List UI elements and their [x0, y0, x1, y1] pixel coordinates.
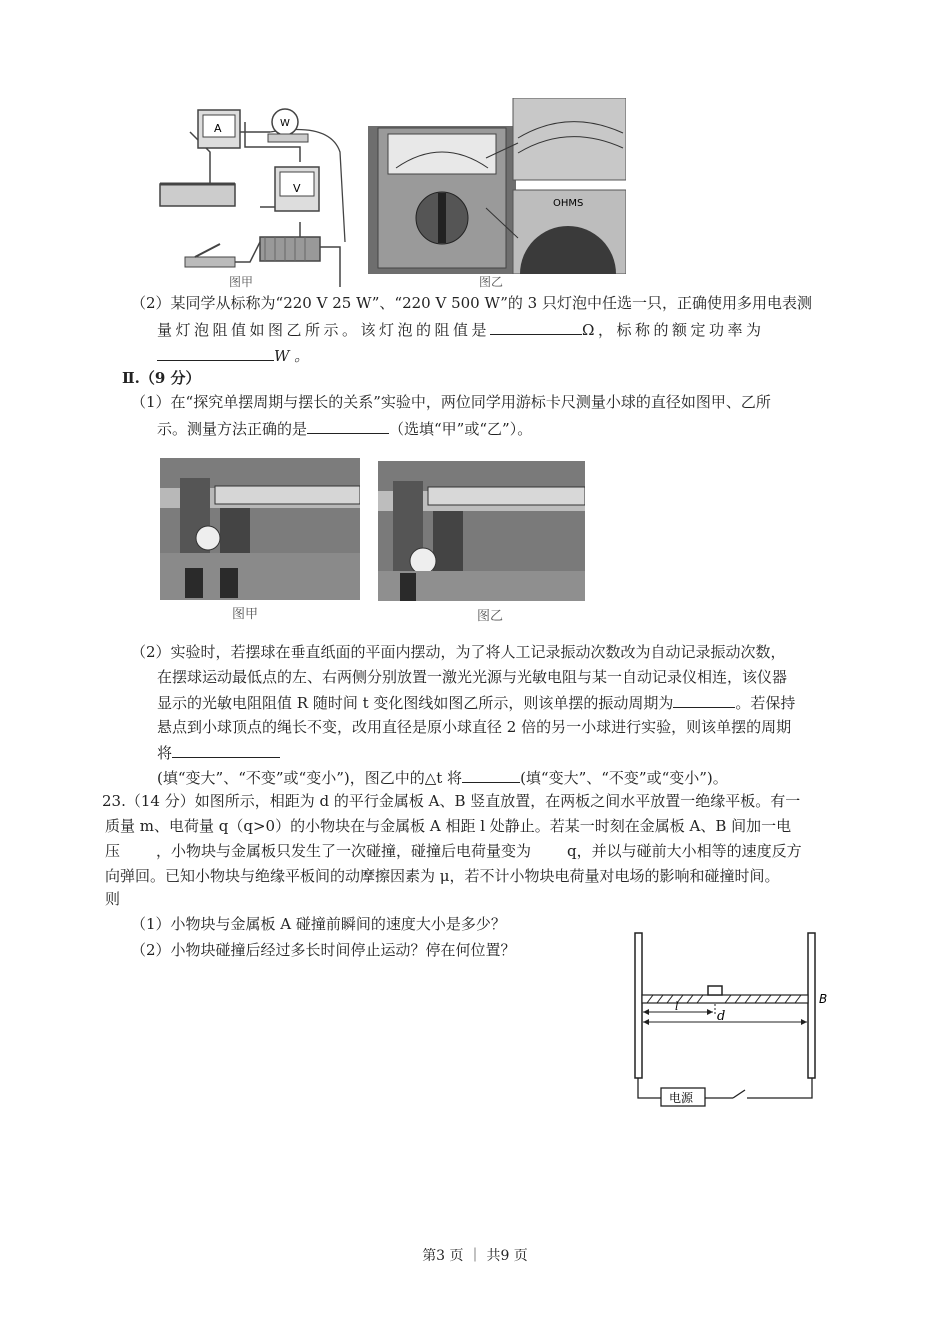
- label-d: d: [717, 1009, 726, 1024]
- q23-line4: 向弹回。已知小物块与绝缘平板间的动摩擦因素为 μ，若不计小物块电荷量对电场的影响和碰撞时间。: [105, 867, 780, 885]
- method-answer-blank[interactable]: [307, 418, 389, 434]
- pendulum-q1-line2b: （选填“甲”或“乙”）。: [389, 420, 533, 438]
- circuit-figure: [150, 92, 360, 287]
- period-change-answer-blank[interactable]: [172, 742, 280, 758]
- pendulum-q2-line2: 在摆球运动最低点的左、右两侧分别放置一激光光源与光敏电阻与某一自动记录仪相连，该仪器: [157, 668, 788, 686]
- ohms-label: OHMS: [553, 198, 584, 209]
- multimeter-image: [368, 98, 626, 274]
- power-source-label: 电源: [669, 1091, 694, 1105]
- pendulum-q1-line1: （1）在“探究单摆周期与摆长的关系”实验中，两位同学用游标卡尺测量小球的直径如图甲、乙所: [131, 393, 771, 411]
- lamp-question-unit: W 。: [274, 347, 310, 365]
- pendulum-q2-line6a: (填“变大”、“不变”或“变小”)，图乙中的△t 将: [157, 769, 463, 787]
- q23-line5: 则: [105, 890, 121, 908]
- label-b: B: [819, 992, 828, 1006]
- lamp-question-line2b: Ω，标称的额定功率为: [582, 321, 765, 339]
- wattmeter-label: W: [280, 118, 290, 129]
- q23-line3c: q，并以与碰前大小相等的速度反方: [567, 842, 802, 860]
- pendulum-q2-line3a: 显示的光敏电阻阻值 R 随时间 t 变化图线如图乙所示，则该单摆的振动周期为: [157, 694, 674, 712]
- figure-top-caption-right: 图乙: [479, 275, 504, 289]
- pendulum-q1-line2a: 示。测量方法正确的是: [157, 420, 308, 438]
- label-l: l: [675, 1000, 679, 1013]
- figure-top-caption-left: 图甲: [229, 275, 254, 289]
- circuit-diagram: [150, 92, 360, 287]
- plate-diagram-svg: [625, 928, 845, 1110]
- pendulum-q2-line1: （2）实验时，若摆球在垂直纸面的平面内摆动，为了将人工记录振动次数改为自动记录振动次数，: [131, 643, 786, 661]
- pendulum-q2-line3b: 。若保持: [735, 694, 796, 712]
- q23-line3b: ，小物块与金属板只发生了一次碰撞，碰撞后电荷量变为: [156, 842, 532, 860]
- q23-sub1: （1）小物块与金属板 A 碰撞前瞬间的速度大小是多少？: [131, 915, 506, 933]
- ammeter-label: A: [214, 122, 222, 135]
- caliper-photo-left: [160, 458, 360, 600]
- section2-heading: Ⅱ.（9 分）: [122, 369, 201, 387]
- lamp-question-line2: [157, 319, 764, 340]
- pendulum-q2-line5-text: 将: [157, 744, 173, 762]
- voltmeter-label: V: [293, 182, 301, 195]
- lamp-question-line3: [157, 345, 309, 366]
- pendulum-q2-line6: [157, 767, 728, 788]
- pendulum-q2-line5: [157, 742, 280, 763]
- lamp-question-line2a: 量灯泡阻值如图乙所示。该灯泡的阻值是: [157, 321, 491, 339]
- q23-line2: 质量 m、电荷量 q（q>0）的小物块在与金属板 A 相距 l 处静止。若某一时刻在金属板 A、B 间加一电: [105, 817, 792, 835]
- multimeter-photo: [368, 98, 626, 274]
- period-answer-blank[interactable]: [673, 692, 735, 708]
- pendulum-q2-line4: 悬点到小球顶点的绳长不变，改用直径是原小球直径 2 倍的另一小球进行实验，则该单摆的周期: [157, 718, 792, 736]
- caliper-caption-left: 图甲: [232, 607, 259, 622]
- q23-line3: [105, 841, 802, 861]
- lamp-question-line1: （2）某同学从标称为“220 V 25 W”、“220 V 500 W”的 3 只灯泡中任选一只，正确使用多用电表测: [131, 294, 812, 312]
- q23-line3a: 压: [105, 842, 121, 860]
- resistance-answer-blank[interactable]: [490, 319, 582, 335]
- caliper-photo-right: [378, 461, 585, 601]
- pendulum-q2-line3: [157, 692, 795, 713]
- q23-sub2: （2）小物块碰撞后经过多长时间停止运动？停在何位置？: [131, 941, 516, 959]
- plate-diagram: [625, 928, 845, 1110]
- caliper-caption-right: 图乙: [477, 609, 504, 624]
- pendulum-q1-line2: [157, 418, 532, 439]
- power-answer-blank[interactable]: [157, 345, 274, 361]
- page-footer: 第3 页 ｜ 共9 页: [422, 1248, 528, 1264]
- delta-t-answer-blank[interactable]: [462, 767, 520, 783]
- pendulum-q2-line6b: (填“变大”、“不变”或“变小”)。: [520, 769, 728, 787]
- q23-line1: 23.（14 分）如图所示，相距为 d 的平行金属板 A、B 竖直放置，在两板之间水平放置一绝缘平板。有一: [102, 792, 801, 810]
